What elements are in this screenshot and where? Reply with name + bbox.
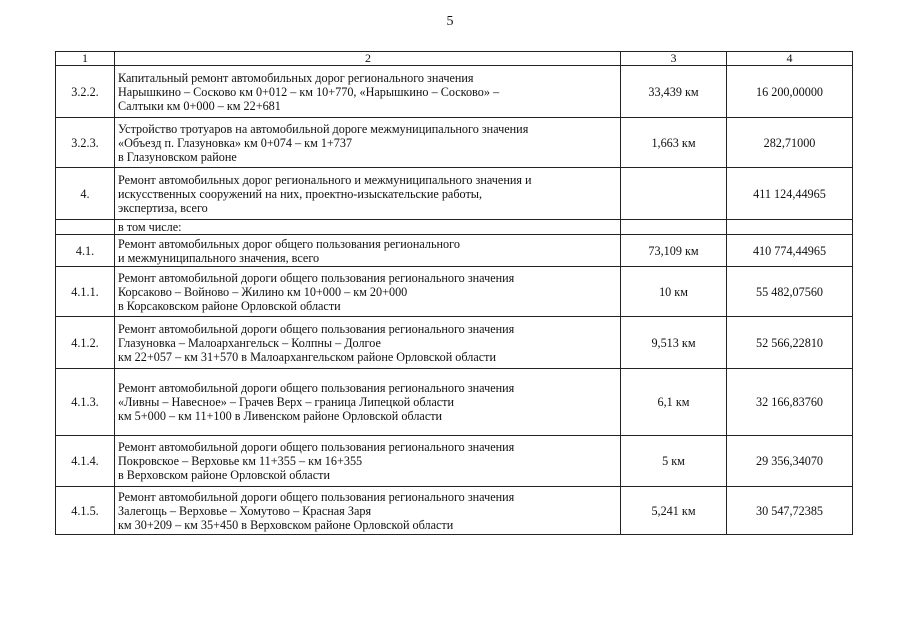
description-line: Ремонт автомобильной дороги общего пользования регионального значения: [118, 270, 515, 285]
description-line: Залегощь – Верховье – Хомутово – Красная Заря: [118, 503, 372, 518]
description-line: «Ливны – Навесное» – Грачев Верх – граница Липецкой области: [118, 395, 455, 409]
description-line: км 5+000 – км 11+100 в Ливенском районе Орловской области: [118, 409, 443, 423]
column-number: 1: [56, 52, 115, 66]
row-description: [115, 487, 621, 535]
table-row: [56, 487, 853, 535]
row-amount: 55 482,07560: [727, 267, 853, 317]
row-number: 4.1.1.: [56, 267, 115, 317]
row-amount: 29 356,34070: [727, 436, 853, 487]
table-row: [56, 267, 853, 317]
row-length: 9,513 км: [621, 317, 727, 369]
description-line: км 30+209 – км 35+450 в Верховском районе Орловской области: [118, 517, 454, 532]
row-amount: 16 200,00000: [727, 66, 853, 118]
row-length: 6,1 км: [621, 369, 727, 436]
row-amount: 282,71000: [727, 118, 853, 168]
row-number: 3.2.2.: [56, 66, 115, 118]
row-amount: 30 547,72385: [727, 487, 853, 535]
row-amount: 411 124,44965: [727, 168, 853, 220]
row-description: [115, 66, 621, 118]
row-description: [115, 235, 621, 267]
description-line: Ремонт автомобильной дороги общего пользования регионального значения: [118, 440, 515, 454]
description-line: Нарышкино – Сосково км 0+012 – км 10+770, «Нарышкино – Сосково» –: [118, 84, 500, 99]
row-length: 5 км: [621, 436, 727, 487]
row-length: [621, 168, 727, 220]
description-line: Ремонт автомобильных дорог общего пользования регионального: [118, 236, 460, 251]
row-amount: [727, 220, 853, 235]
table-row: [56, 220, 853, 235]
column-number: 4: [727, 52, 853, 66]
row-number: 3.2.3.: [56, 118, 115, 168]
row-description: [115, 369, 621, 436]
description-line: Покровское – Верховье км 11+355 – км 16+355: [118, 454, 363, 468]
description-line: «Объезд п. Глазуновка» км 0+074 – км 1+737: [118, 135, 353, 150]
table-row: [56, 66, 853, 118]
description-line: Ремонт автомобильной дороги общего пользования регионального значения: [118, 381, 515, 395]
row-length: 5,241 км: [621, 487, 727, 535]
description-line: и межмуниципального значения, всего: [118, 250, 320, 265]
row-description: [115, 267, 621, 317]
description-line: экспертиза, всего: [118, 200, 208, 215]
description-line: в Верховском районе Орловской области: [118, 468, 330, 482]
description-line: Капитальный ремонт автомобильных дорог регионального значения: [118, 70, 474, 85]
row-number: 4.1.: [56, 235, 115, 267]
description-line: Ремонт автомобильной дороги общего пользования регионального значения: [118, 321, 515, 336]
table-row: [56, 436, 853, 487]
row-number: 4.1.5.: [56, 487, 115, 535]
description-line: Устройство тротуаров на автомобильной дороге межмуниципального значения: [118, 121, 529, 136]
description-line: Корсаково – Войново – Жилино км 10+000 – км 20+000: [118, 284, 408, 299]
row-number: 4.: [56, 168, 115, 220]
row-length: [621, 220, 727, 235]
row-description: [115, 168, 621, 220]
table-row: [56, 168, 853, 220]
row-length: 73,109 км: [621, 235, 727, 267]
column-number: 2: [115, 52, 621, 66]
description-line: Глазуновка – Малоархангельск – Колпны – Долгое: [118, 335, 381, 350]
description-line: в Глазуновском районе: [118, 149, 237, 164]
budget-table: [55, 51, 853, 535]
table-row: [56, 369, 853, 436]
table-row: [56, 118, 853, 168]
row-description: [115, 436, 621, 487]
description-line: искусственных сооружений на них, проектно-изыскательские работы,: [118, 186, 483, 201]
row-number: 4.1.4.: [56, 436, 115, 487]
row-description: [115, 118, 621, 168]
description-line: в том числе:: [118, 220, 182, 234]
description-line: Ремонт автомобильной дороги общего пользования регионального значения: [118, 489, 515, 504]
row-length: 1,663 км: [621, 118, 727, 168]
row-number: [56, 220, 115, 235]
description-line: Салтыки км 0+000 – км 22+681: [118, 98, 281, 113]
row-amount: 410 774,44965: [727, 235, 853, 267]
row-length: 10 км: [621, 267, 727, 317]
row-description: [115, 220, 621, 235]
description-line: км 22+057 – км 31+570 в Малоархангельском районе Орловской области: [118, 349, 497, 364]
row-amount: 52 566,22810: [727, 317, 853, 369]
row-length: 33,439 км: [621, 66, 727, 118]
row-number: 4.1.2.: [56, 317, 115, 369]
page-number: 5: [446, 14, 454, 29]
description-line: Ремонт автомобильных дорог регионального и межмуниципального значения и: [118, 172, 532, 187]
table-row: [56, 317, 853, 369]
row-description: [115, 317, 621, 369]
description-line: в Корсаковском районе Орловской области: [118, 298, 341, 313]
table-row: [56, 235, 853, 267]
column-number: 3: [621, 52, 727, 66]
column-number-row: [56, 52, 853, 66]
row-amount: 32 166,83760: [727, 369, 853, 436]
row-number: 4.1.3.: [56, 369, 115, 436]
